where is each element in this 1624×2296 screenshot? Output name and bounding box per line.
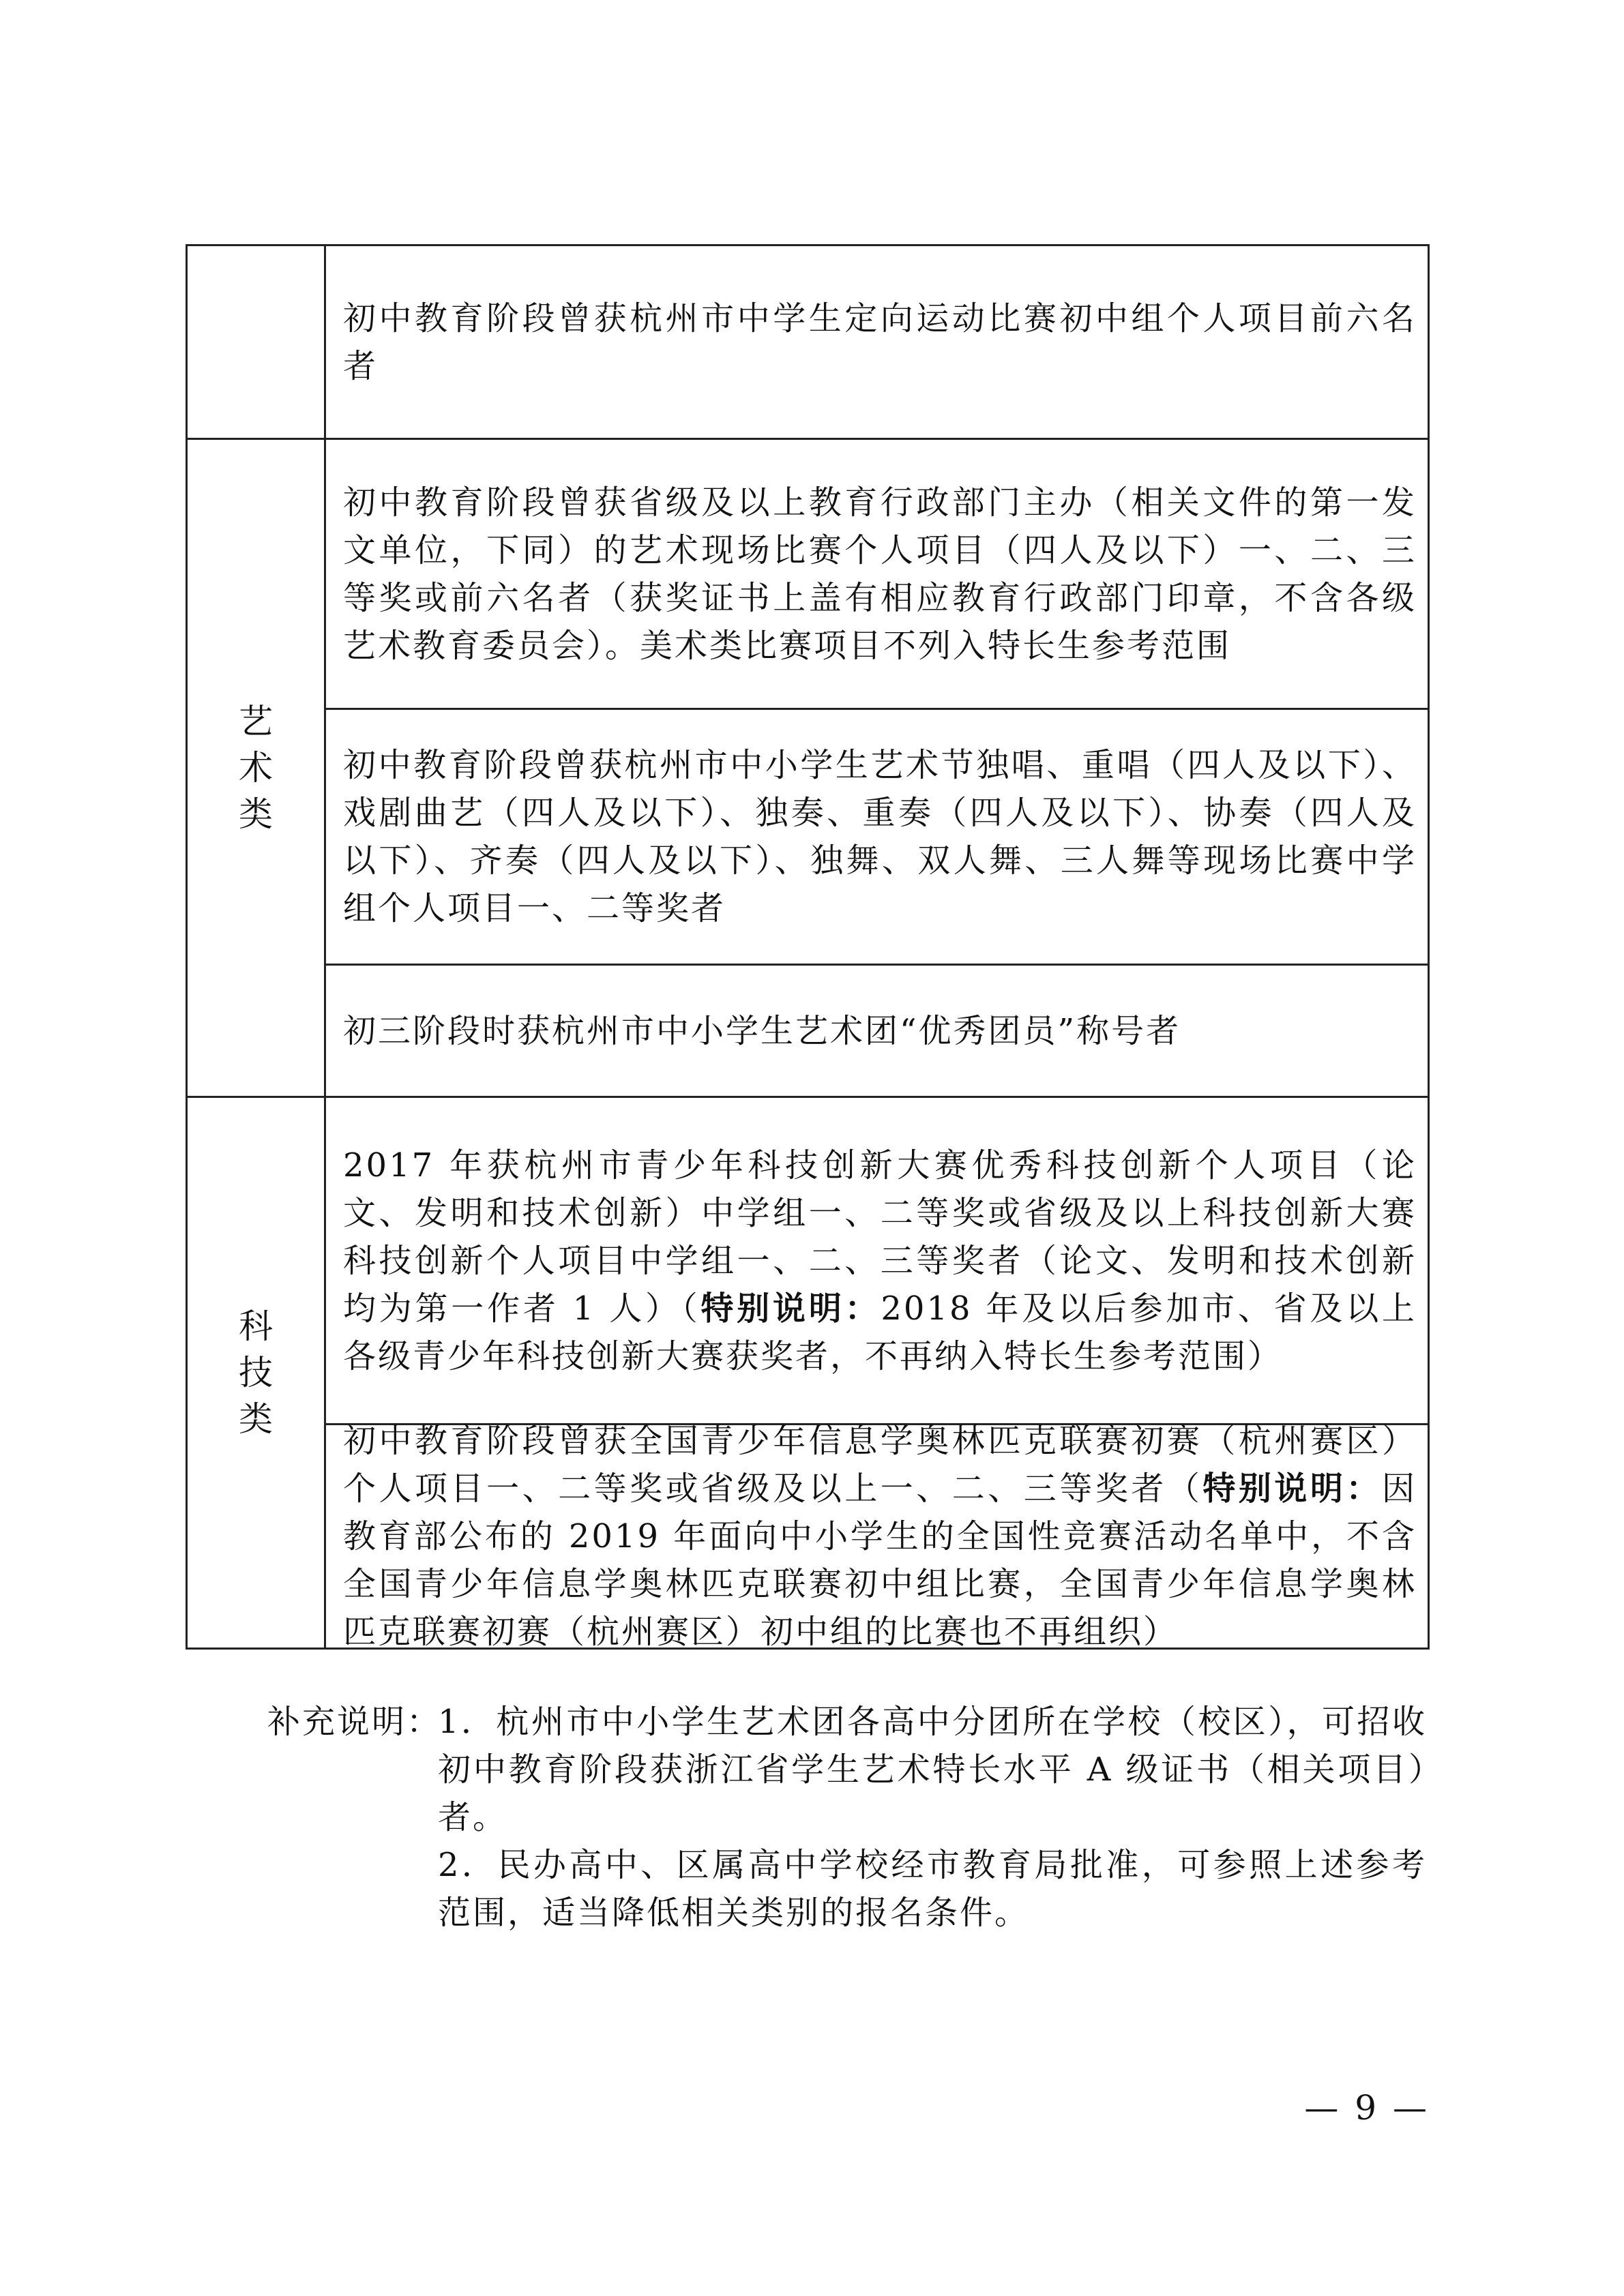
column-divider	[324, 246, 326, 1648]
special-note-label: 特别说明：	[1202, 1470, 1382, 1508]
criteria-table	[186, 244, 1430, 1650]
category-tech: 科技类	[239, 1307, 273, 1439]
category-art: 艺术类	[239, 702, 273, 834]
special-note-label: 特别说明：	[700, 1289, 881, 1328]
note-item-2: 2．民办高中、区属高中学校经市教育局批准，可参照上述参考范围，适当降低相关类别的报名条件。	[438, 1846, 1427, 1932]
table-row	[343, 1422, 1417, 1651]
row-text: 初中教育阶段曾获全国青少年信息学奥林匹克联赛初赛（杭州赛区）个人项目一、二等奖或省级及以上一、二、三等奖者（特别说明：因教育部公布的 2019 年面向中小学生的全国性竞赛活动名单中，不含全国青少年信息学奥林匹克联赛初中组比赛，全国青少年信息学奥林匹克联赛初赛（杭州赛区）初中组的比赛也不再组织）	[343, 1422, 1417, 1651]
note-item-1: 1．杭州市中小学生艺术团各高中分团所在学校（校区），可招收初中教育阶段获浙江省学生艺术特长水平 A 级证书（相关项目）者。	[438, 1703, 1427, 1836]
row-text: 2017 年获杭州市青少年科技创新大赛优秀科技创新个人项目（论文、发明和技术创新）中学组一、二等奖或省级及以上科技创新大赛科技创新个人项目中学组一、二、三等奖者（论文、发明和技术创新均为第一作者 1 人）（特别说明：2018 年及以后参加市、省及以上各级青少年科技创新大赛获奖者，不再纳入特长生参考范围）	[343, 1146, 1417, 1375]
row-text: 初中教育阶段曾获杭州市中学生定向运动比赛初中组个人项目前六名者	[343, 299, 1417, 385]
table-row	[343, 246, 1417, 438]
row-text: 初中教育阶段曾获省级及以上教育行政部门主办（相关文件的第一发文单位，下同）的艺术现场比赛个人项目（四人及以下）一、二、三等奖或前六名者（获奖证书上盖有相应教育行政部门印章，不含各级艺术教育委员会）。美术类比赛项目不列入特长生参考范围	[343, 483, 1417, 665]
page-number: — 9 —	[1304, 2088, 1430, 2128]
table-row	[343, 710, 1417, 964]
row-text: 初三阶段时获杭州市中小学生艺术团“优秀团员”称号者	[343, 1011, 1181, 1050]
notes-label: 补充说明：	[267, 1703, 442, 1741]
table-row	[343, 440, 1417, 708]
table-row	[343, 966, 1417, 1096]
table-row	[343, 1098, 1417, 1423]
row-text: 初中教育阶段曾获杭州市中小学生艺术节独唱、重唱（四人及以下）、戏剧曲艺（四人及以下）、独奏、重奏（四人及以下）、协奏（四人及以下）、齐奏（四人及以下）、独舞、双人舞、三人舞等现场比赛中学组个人项目一、二等奖者	[343, 746, 1417, 927]
